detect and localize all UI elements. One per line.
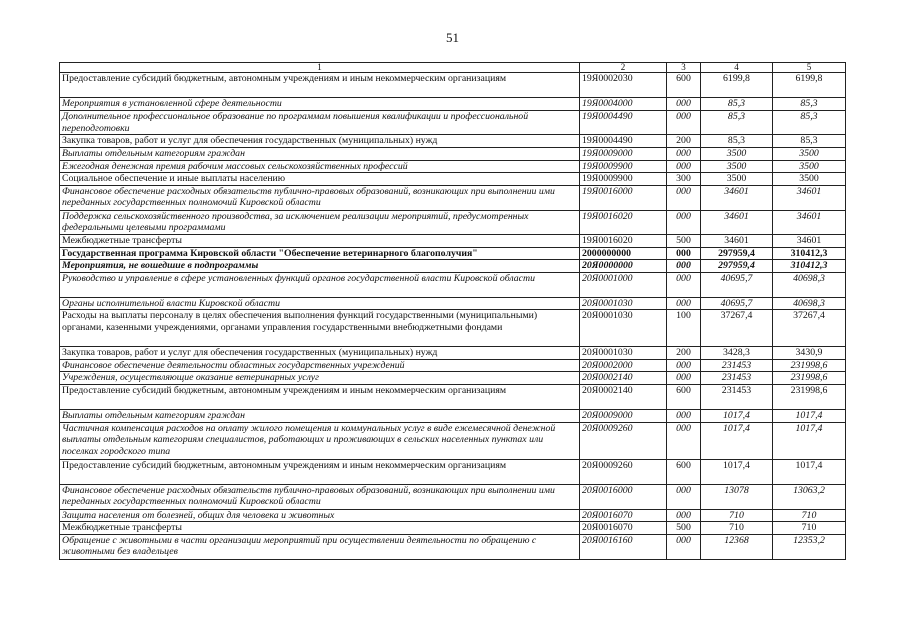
row-name-cell: Предоставление субсидий бюджетным, автономным учреждениям и иным некоммерческим организациям xyxy=(60,459,580,484)
row-value-2019-cell: 297959,4 xyxy=(701,260,773,273)
row-name-cell: Мероприятия, не вошедшие в подпрограммы xyxy=(60,260,580,273)
row-name-cell: Закупка товаров, работ и услуг для обеспечения государственных (муниципальных) нужд xyxy=(60,135,580,148)
row-value-2020-cell: 40698,3 xyxy=(773,272,846,297)
row-group-cell: 000 xyxy=(667,422,701,459)
header-col-5: 5 xyxy=(773,63,846,73)
row-value-2019-cell: 231453 xyxy=(701,384,773,409)
row-value-2019-cell: 34601 xyxy=(701,234,773,247)
row-group-cell: 000 xyxy=(667,272,701,297)
row-code-cell: 19Я0004490 xyxy=(580,111,667,135)
row-group-cell: 000 xyxy=(667,297,701,310)
row-value-2020-cell: 1017,4 xyxy=(773,459,846,484)
row-name-cell: Органы исполнительной власти Кировской области xyxy=(60,297,580,310)
row-value-2020-cell: 34601 xyxy=(773,185,846,210)
row-value-2019-cell: 34601 xyxy=(701,185,773,210)
row-name-cell: Финансовое обеспечение расходных обязательств публично-правовых образований, возникающих при выполнении ими переданных государственных полномочий Кировской области xyxy=(60,185,580,210)
table-row xyxy=(60,111,846,135)
row-group-cell: 000 xyxy=(667,210,701,234)
row-group-cell: 100 xyxy=(667,310,701,347)
row-value-2020-cell: 310412,3 xyxy=(773,247,846,260)
row-group-cell: 000 xyxy=(667,247,701,260)
row-group-cell: 500 xyxy=(667,234,701,247)
row-value-2020-cell: 12353,2 xyxy=(773,534,846,559)
table-row xyxy=(60,372,846,385)
table-row xyxy=(60,73,846,98)
budget-table xyxy=(59,62,846,560)
row-value-2019-cell: 710 xyxy=(701,522,773,535)
row-value-2019-cell: 231453 xyxy=(701,359,773,372)
row-code-cell: 20Я0001030 xyxy=(580,347,667,360)
table-row xyxy=(60,272,846,297)
row-value-2019-cell: 1017,4 xyxy=(701,409,773,422)
row-value-2019-cell: 3500 xyxy=(701,173,773,186)
row-value-2019-cell: 3500 xyxy=(701,160,773,173)
row-group-cell: 600 xyxy=(667,73,701,98)
row-value-2019-cell: 40695,7 xyxy=(701,272,773,297)
table-body xyxy=(60,73,846,560)
header-col-3: 3 xyxy=(667,63,701,73)
row-name-cell: Межбюджетные трансферты xyxy=(60,234,580,247)
row-group-cell: 300 xyxy=(667,173,701,186)
table-row xyxy=(60,173,846,186)
table-row xyxy=(60,509,846,522)
row-group-cell: 000 xyxy=(667,509,701,522)
row-value-2019-cell: 40695,7 xyxy=(701,297,773,310)
row-name-cell: Обращение с животными в части организации мероприятий при осуществлении деятельности по обращению с животными без владельцев xyxy=(60,534,580,559)
table-row xyxy=(60,534,846,559)
row-value-2019-cell: 37267,4 xyxy=(701,310,773,347)
table-row xyxy=(60,160,846,173)
row-name-cell: Предоставление субсидий бюджетным, автономным учреждениям и иным некоммерческим организациям xyxy=(60,384,580,409)
row-value-2020-cell: 310412,3 xyxy=(773,260,846,273)
row-name-cell: Выплаты отдельным категориям граждан xyxy=(60,409,580,422)
row-code-cell: 20Я0001030 xyxy=(580,310,667,347)
row-code-cell: 20Я0001000 xyxy=(580,272,667,297)
row-value-2019-cell: 710 xyxy=(701,509,773,522)
table-row xyxy=(60,359,846,372)
table-row xyxy=(60,260,846,273)
row-code-cell: 19Я0004000 xyxy=(580,98,667,111)
table-row xyxy=(60,310,846,347)
row-name-cell: Учреждения, осуществляющие оказание ветеринарных услуг xyxy=(60,372,580,385)
row-group-cell: 000 xyxy=(667,160,701,173)
table-row xyxy=(60,210,846,234)
row-name-cell: Руководство и управление в сфере установленных функций органов государственной власти Кировской области xyxy=(60,272,580,297)
row-name-cell: Закупка товаров, работ и услуг для обеспечения государственных (муниципальных) нужд xyxy=(60,347,580,360)
row-name-cell: Выплаты отдельным категориям граждан xyxy=(60,148,580,161)
row-code-cell: 19Я0009900 xyxy=(580,173,667,186)
row-code-cell: 20Я0016070 xyxy=(580,509,667,522)
row-value-2019-cell: 1017,4 xyxy=(701,422,773,459)
row-code-cell: 20Я0000000 xyxy=(580,260,667,273)
row-name-cell: Поддержка сельскохозяйственного производства, за исключением реализации мероприятий, предусмотренных федеральными целевыми программами xyxy=(60,210,580,234)
row-value-2019-cell: 1017,4 xyxy=(701,459,773,484)
row-name-cell: Частичная компенсация расходов на оплату жилого помещения и коммунальных услуг в виде ежемесячной денежной выплаты отдельным категориям специалистов, работающих и проживающих в сельских населенных пунктах или поселках городского типа xyxy=(60,422,580,459)
row-group-cell: 600 xyxy=(667,384,701,409)
row-value-2019-cell: 297959,4 xyxy=(701,247,773,260)
table-row xyxy=(60,409,846,422)
row-code-cell: 20Я0009260 xyxy=(580,459,667,484)
row-group-cell: 600 xyxy=(667,459,701,484)
row-code-cell: 20Я0016000 xyxy=(580,484,667,509)
row-code-cell: 19Я0002030 xyxy=(580,73,667,98)
row-name-cell: Защита населения от болезней, общих для человека и животных xyxy=(60,509,580,522)
row-code-cell: 20Я0016160 xyxy=(580,534,667,559)
table-row xyxy=(60,422,846,459)
row-code-cell: 20Я0016070 xyxy=(580,522,667,535)
row-code-cell: 19Я0016020 xyxy=(580,210,667,234)
row-code-cell: 19Я0016020 xyxy=(580,234,667,247)
row-code-cell: 19Я0009000 xyxy=(580,148,667,161)
table-header-row xyxy=(60,63,846,73)
table-row xyxy=(60,522,846,535)
table-row xyxy=(60,484,846,509)
row-name-cell: Государственная программа Кировской области "Обеспечение ветеринарного благополучия" xyxy=(60,247,580,260)
row-group-cell: 500 xyxy=(667,522,701,535)
row-group-cell: 000 xyxy=(667,359,701,372)
row-value-2019-cell: 3500 xyxy=(701,148,773,161)
table-row xyxy=(60,185,846,210)
row-value-2019-cell: 3428,3 xyxy=(701,347,773,360)
row-code-cell: 2000000000 xyxy=(580,247,667,260)
row-value-2019-cell: 85,3 xyxy=(701,135,773,148)
row-name-cell: Мероприятия в установленной сфере деятельности xyxy=(60,98,580,111)
row-name-cell: Финансовое обеспечение деятельности областных государственных учреждений xyxy=(60,359,580,372)
row-value-2020-cell: 231998,6 xyxy=(773,359,846,372)
row-group-cell: 000 xyxy=(667,98,701,111)
row-value-2020-cell: 34601 xyxy=(773,210,846,234)
row-code-cell: 20Я0002140 xyxy=(580,372,667,385)
row-group-cell: 000 xyxy=(667,260,701,273)
row-value-2019-cell: 231453 xyxy=(701,372,773,385)
row-name-cell: Ежегодная денежная премия рабочим массовых сельскохозяйственных профессий xyxy=(60,160,580,173)
table-row xyxy=(60,459,846,484)
row-value-2020-cell: 231998,6 xyxy=(773,372,846,385)
row-value-2020-cell: 85,3 xyxy=(773,111,846,135)
row-group-cell: 000 xyxy=(667,372,701,385)
table-row xyxy=(60,347,846,360)
row-group-cell: 000 xyxy=(667,148,701,161)
row-name-cell: Межбюджетные трансферты xyxy=(60,522,580,535)
row-value-2020-cell: 1017,4 xyxy=(773,409,846,422)
row-group-cell: 000 xyxy=(667,409,701,422)
row-group-cell: 200 xyxy=(667,135,701,148)
row-value-2020-cell: 6199,8 xyxy=(773,73,846,98)
row-value-2020-cell: 231998,6 xyxy=(773,384,846,409)
table-row xyxy=(60,148,846,161)
header-col-4: 4 xyxy=(701,63,773,73)
row-value-2020-cell: 13063,2 xyxy=(773,484,846,509)
row-group-cell: 000 xyxy=(667,111,701,135)
row-code-cell: 20Я0009260 xyxy=(580,422,667,459)
row-group-cell: 000 xyxy=(667,484,701,509)
row-group-cell: 200 xyxy=(667,347,701,360)
header-col-1: 1 xyxy=(60,63,580,73)
row-group-cell: 000 xyxy=(667,534,701,559)
header-col-2: 2 xyxy=(580,63,667,73)
table-row xyxy=(60,135,846,148)
row-value-2020-cell: 40698,3 xyxy=(773,297,846,310)
table-row xyxy=(60,247,846,260)
row-value-2020-cell: 85,3 xyxy=(773,98,846,111)
row-group-cell: 000 xyxy=(667,185,701,210)
row-name-cell: Финансовое обеспечение расходных обязательств публично-правовых образований, возникающих при выполнении ими переданных государственных полномочий Кировской области xyxy=(60,484,580,509)
table-row xyxy=(60,297,846,310)
row-name-cell: Предоставление субсидий бюджетным, автономным учреждениям и иным некоммерческим организациям xyxy=(60,73,580,98)
table-row xyxy=(60,234,846,247)
row-code-cell: 19Я0009900 xyxy=(580,160,667,173)
row-code-cell: 20Я0002140 xyxy=(580,384,667,409)
row-value-2020-cell: 85,3 xyxy=(773,135,846,148)
row-code-cell: 20Я0002000 xyxy=(580,359,667,372)
row-value-2019-cell: 85,3 xyxy=(701,98,773,111)
row-value-2020-cell: 3430,9 xyxy=(773,347,846,360)
row-value-2020-cell: 34601 xyxy=(773,234,846,247)
row-name-cell: Расходы на выплаты персоналу в целях обеспечения выполнения функций государственными (муниципальными) органами, казенными учреждениями, органами управления государственными внебюджетными фондами xyxy=(60,310,580,347)
row-value-2020-cell: 3500 xyxy=(773,148,846,161)
row-name-cell: Социальное обеспечение и иные выплаты населению xyxy=(60,173,580,186)
row-code-cell: 20Я0009000 xyxy=(580,409,667,422)
row-value-2020-cell: 710 xyxy=(773,509,846,522)
row-value-2019-cell: 13078 xyxy=(701,484,773,509)
row-value-2019-cell: 12368 xyxy=(701,534,773,559)
row-value-2019-cell: 85,3 xyxy=(701,111,773,135)
row-value-2020-cell: 3500 xyxy=(773,173,846,186)
row-value-2020-cell: 37267,4 xyxy=(773,310,846,347)
row-value-2019-cell: 34601 xyxy=(701,210,773,234)
row-value-2020-cell: 3500 xyxy=(773,160,846,173)
row-value-2019-cell: 6199,8 xyxy=(701,73,773,98)
row-value-2020-cell: 1017,4 xyxy=(773,422,846,459)
row-code-cell: 19Я0004490 xyxy=(580,135,667,148)
row-code-cell: 19Я0016000 xyxy=(580,185,667,210)
table-row xyxy=(60,98,846,111)
row-name-cell: Дополнительное профессиональное образование по программам повышения квалификации и профессиональной переподготовки xyxy=(60,111,580,135)
page-number: 51 xyxy=(446,30,459,45)
row-value-2020-cell: 710 xyxy=(773,522,846,535)
row-code-cell: 20Я0001030 xyxy=(580,297,667,310)
table-row xyxy=(60,384,846,409)
